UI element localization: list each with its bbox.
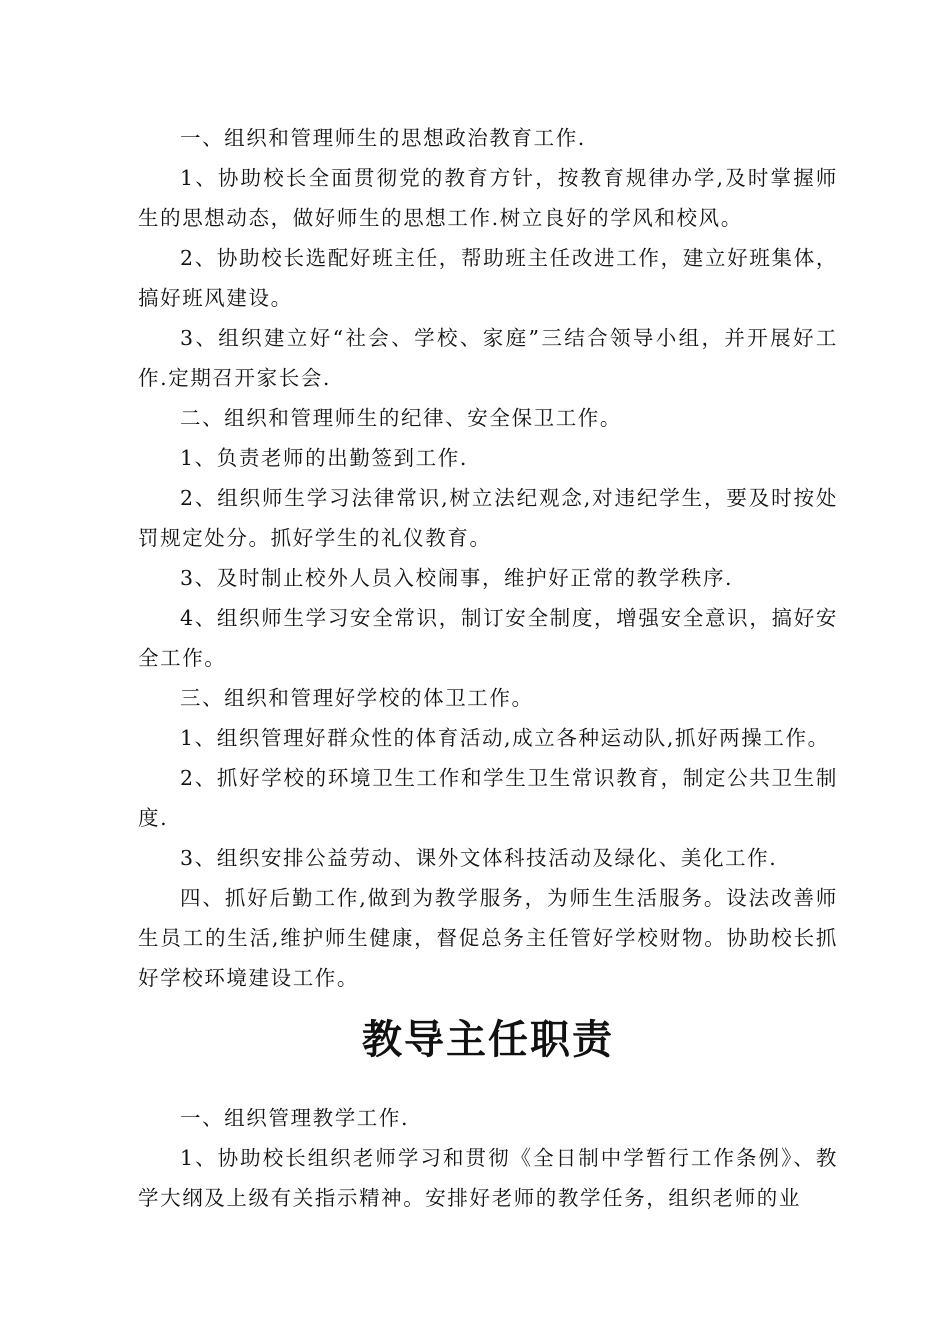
paragraph: 一、组织管理教学工作. <box>180 1106 410 1130</box>
paragraph: 1、组织管理好群众性的体育活动,成立各种运动队,抓好两操工作。 <box>180 726 830 750</box>
paragraph: 3、组织建立好“社会、学校、家庭”三结合领导小组，并开展好工作.定期召开家长会. <box>138 326 838 390</box>
paragraph: 1、协助校长组织老师学习和贯彻《全日制中学暂行工作条例》、教学大纲及上级有关指示精神。安排好老师的教学任务，组织老师的业 <box>138 1146 838 1210</box>
paragraph: 2、抓好学校的环境卫生工作和学生卫生常识教育，制定公共卫生制度. <box>138 766 838 830</box>
paragraph: 2、协助校长选配好班主任，帮助班主任改进工作，建立好班集体，搞好班风建设。 <box>138 246 838 310</box>
page-title: 教导主任职责 <box>362 1017 614 1063</box>
paragraph: 一、组织和管理师生的思想政治教育工作. <box>180 126 586 150</box>
paragraph: 1、协助校长全面贯彻党的教育方针，按教育规律办学,及时掌握师生的思想动态，做好师生的思想工作.树立良好的学风和校风。 <box>138 166 838 230</box>
paragraph: 2、组织师生学习法律常识,树立法纪观念,对违纪学生，要及时按处罚规定处分。抓好学生的礼仪教育。 <box>138 486 838 550</box>
paragraph: 四、抓好后勤工作,做到为教学服务，为师生生活服务。设法改善师生员工的生活,维护师生健康，督促总务主任管好学校财物。协助校长抓好学校环境建设工作。 <box>138 886 838 990</box>
paragraph: 三、组织和管理好学校的体卫工作。 <box>180 686 534 710</box>
paragraph: 3、及时制止校外人员入校闹事，维护好正常的教学秩序. <box>180 566 734 590</box>
paragraph: 3、组织安排公益劳动、课外文体科技活动及绿化、美化工作. <box>180 846 778 870</box>
paragraph: 二、组织和管理师生的纪律、安全保卫工作。 <box>180 406 622 430</box>
paragraph: 4、组织师生学习安全常识，制订安全制度，增强安全意识，搞好安全工作。 <box>138 606 838 670</box>
paragraph: 1、负责老师的出勤签到工作. <box>180 446 468 470</box>
document-body <box>138 118 838 1218</box>
